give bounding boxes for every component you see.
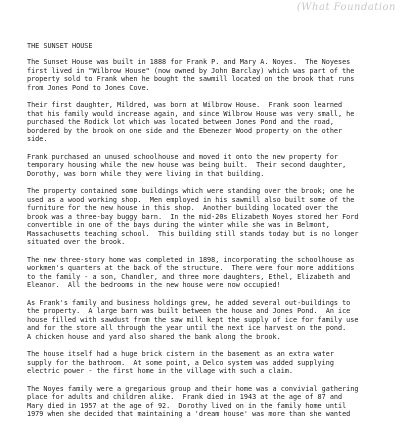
text-line: bordered by the brook on one side and the Ebenezer Wood property on the other xyxy=(27,126,343,135)
text-line: from Jones Pond to Jones Cove. xyxy=(27,83,150,92)
text-line: furniture for the new house in this shop. Another building located over the xyxy=(27,204,338,213)
text-line: A chicken house and yard also shared the bank along the brook. xyxy=(27,333,281,341)
text-line: temporary housing while the new house was being built. Their second daughter, xyxy=(27,161,347,170)
text-line: Mary died in 1957 at the age of 92. Dorothy lived on in the family home until xyxy=(27,401,347,410)
document-body xyxy=(27,58,383,428)
paragraph xyxy=(27,153,383,179)
text-line: The house itself had a huge brick cistern in the basement as an extra water xyxy=(27,350,334,359)
text-line: 1979 when she decided that maintaining a 'dream house' was more than she wanted xyxy=(27,410,351,419)
text-line: brook was a three-bay buggy barn. In the mid-20s Elizabeth Noyes stored her Ford xyxy=(27,212,359,221)
handwritten-annotation: (What Foundation xyxy=(296,2,396,13)
text-line: that his family would increase again, and since Wilbrow House was very small, he xyxy=(27,109,355,118)
text-line: As Frank's family and business holdings grew, he added several out-buildings to xyxy=(27,298,351,307)
text-line: used as a wood working shop. Men employed in his sawmill also built some of the xyxy=(27,195,355,204)
paragraph xyxy=(27,299,383,342)
text-line: side. xyxy=(27,135,48,144)
text-line: first lived in "Wilbrow House" (now owned by John Barclay) which was part of the xyxy=(27,66,355,75)
paragraph xyxy=(27,187,383,247)
text-line: The Noyes family were a gregarious group and their home was a convivial gathering xyxy=(27,384,359,393)
text-line: place for adults and children alike. Frank died in 1943 at the age of 87 and xyxy=(27,393,343,402)
text-line: and for the store all through the year until the next ice harvest on the pond. xyxy=(27,324,347,333)
paragraph xyxy=(27,256,383,290)
paragraph xyxy=(27,385,383,419)
document-title: THE SUNSET HOUSE xyxy=(27,42,93,50)
text-line: to the family - a son, Chandler, and three more daughters, Ethel, Elizabeth and xyxy=(27,272,351,281)
text-line: situated over the brook. xyxy=(27,238,126,247)
paragraph xyxy=(27,350,383,376)
text-line: Massachusetts teaching school. This building still stands today but is no longer xyxy=(27,229,359,238)
text-line: purchased the Rodick lot which was located between Jones Pond and the road, xyxy=(27,118,334,127)
text-line: the property. A large barn was built between the house and Jones Pond. An ice xyxy=(27,307,351,316)
text-line: house filled with sawdust from the saw mill kept the supply of ice for family use xyxy=(27,315,359,324)
text-line: Their first daughter, Mildred, was born at Wilbrow House. Frank soon learned xyxy=(27,100,343,109)
paragraph xyxy=(27,101,383,144)
text-line: workmen's quarters at the back of the structure. There were four more additions xyxy=(27,264,355,273)
text-line: Dorothy, was born while they were living in that building. xyxy=(27,169,265,178)
text-line: The new three-story home was completed in 1898, incorporating the schoolhouse as xyxy=(27,255,355,264)
text-line: property sold to Frank when he bought the sawmill located on the brook that runs xyxy=(27,75,355,84)
text-line: electric power - the first home in the village with such a claim. xyxy=(27,367,293,376)
paragraph xyxy=(27,58,383,92)
text-line: The property contained some buildings which were standing over the brook; one he xyxy=(27,186,355,195)
text-line: Frank purchased an unused schoolhouse and moved it onto the new property for xyxy=(27,152,338,161)
text-line: convertible in one of the bays during the winter while she was in Belmont, xyxy=(27,221,330,230)
text-line: supply for the bathroom. At some point, a Delco system was added supplying xyxy=(27,358,334,367)
text-line: The Sunset House was built in 1888 for Frank P. and Mary A. Noyes. The Noyeses xyxy=(27,58,351,66)
text-line: Eleanor. All the bedrooms in the new house were now occupied! xyxy=(27,281,281,290)
